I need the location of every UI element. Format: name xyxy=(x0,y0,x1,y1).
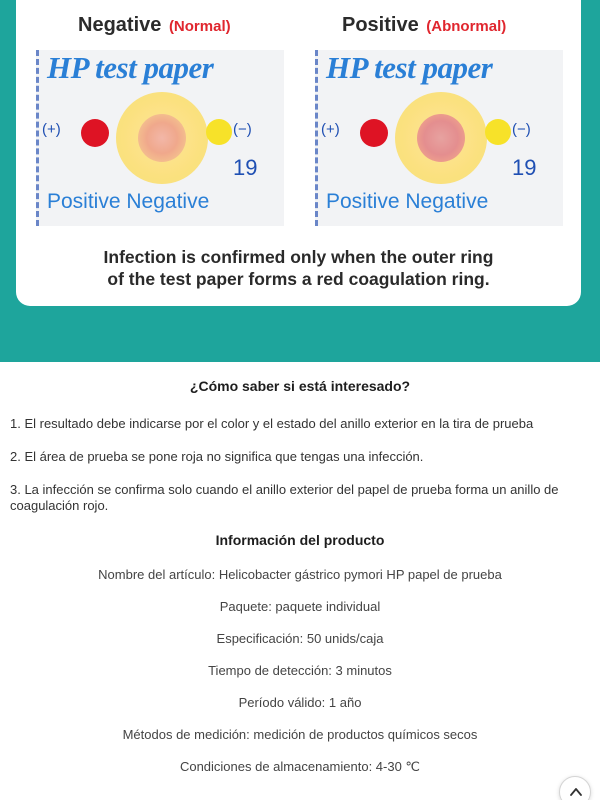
minus-label: (−) xyxy=(512,121,531,138)
test-ring-center xyxy=(138,114,186,162)
negative-heading: Negative (Normal) xyxy=(78,14,231,36)
paper-number: 19 xyxy=(512,155,537,180)
step-item: 1. El resultado debe indicarse por el color y el estado del anillo exterior en la tira de prueba xyxy=(10,416,534,431)
banner-caption: Infection is confirmed only when the outer ring of the test paper forms a red coagulation ring. xyxy=(103,247,494,289)
test-paper-positive xyxy=(315,50,563,226)
product-info-item: Tiempo de detección: 3 minutos xyxy=(208,663,392,678)
scroll-to-top-button[interactable] xyxy=(559,776,591,800)
negative-tag: (Normal) xyxy=(168,18,231,35)
test-ring xyxy=(116,92,208,184)
paper-title: HP test paper xyxy=(47,50,214,85)
red-dot-icon xyxy=(360,119,388,147)
yellow-dot-icon xyxy=(206,119,232,145)
product-info-item: Período válido: 1 año xyxy=(238,695,362,710)
yellow-dot-icon xyxy=(485,119,511,145)
plus-label: (+) xyxy=(321,121,340,138)
minus-label: (−) xyxy=(233,121,252,138)
comparison-card xyxy=(16,0,581,306)
product-info-title: Información del producto xyxy=(215,532,385,548)
red-dot-icon xyxy=(81,119,109,147)
step-item: 3. La infección se confirma solo cuando el anillo exterior del papel de prueba forma un anillo de coagulación rojo. xyxy=(10,482,559,513)
howto-title: ¿Cómo saber si está interesado? xyxy=(189,378,411,394)
product-banner xyxy=(0,0,600,362)
product-info-item: Condiciones de almacenamiento: 4-30 ℃ xyxy=(179,759,421,774)
plus-label: (+) xyxy=(42,121,61,138)
test-ring xyxy=(395,92,487,184)
product-info-item: Métodos de medición: medición de productos químicos secos xyxy=(122,727,478,742)
positive-tag: (Abnormal) xyxy=(426,18,507,35)
paper-number: 19 xyxy=(233,155,258,180)
product-info-item: Paquete: paquete individual xyxy=(219,599,381,614)
paper-footer: Positive Negative xyxy=(47,190,210,213)
chevron-up-icon xyxy=(568,784,584,800)
positive-heading: Positive (Abnormal) xyxy=(342,14,507,36)
test-ring-center xyxy=(417,114,465,162)
product-info-item: Especificación: 50 unids/caja xyxy=(216,631,384,646)
paper-footer: Positive Negative xyxy=(326,190,489,213)
paper-title: HP test paper xyxy=(326,50,493,85)
product-info-item: Nombre del artículo: Helicobacter gástrico pymori HP papel de prueba xyxy=(98,567,502,582)
test-paper-negative xyxy=(36,50,284,226)
step-item: 2. El área de prueba se pone roja no significa que tengas una infección. xyxy=(10,449,424,464)
